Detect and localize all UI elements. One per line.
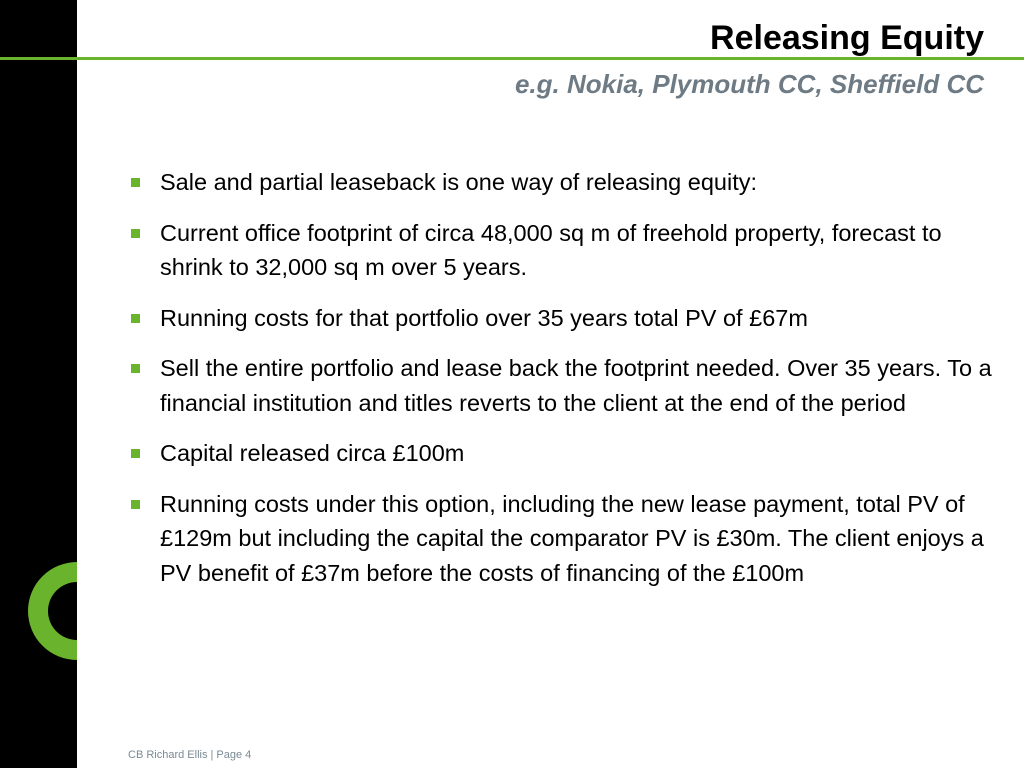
bullet-square-icon <box>131 500 140 509</box>
bullet-list <box>128 165 998 606</box>
bullet-text: Current office footprint of circa 48,000 sq m of freehold property, forecast to shrink to 32,000 sq m over 5 years. <box>160 219 942 280</box>
slide-subtitle: e.g. Nokia, Plymouth CC, Sheffield CC <box>514 69 984 99</box>
left-sidebar <box>0 0 77 768</box>
bullet-text: Running costs for that portfolio over 35 years total PV of £67m <box>160 304 808 331</box>
bullet-square-icon <box>131 364 140 373</box>
bullet-text: Capital released circa £100m <box>160 440 465 466</box>
slide-footer: CB Richard Ellis | Page 4 <box>128 749 252 761</box>
bullet-item <box>128 351 998 420</box>
bullet-item <box>128 301 998 336</box>
bullet-item <box>128 216 998 285</box>
bullet-text: Sale and partial leaseback is one way of releasing equity: <box>160 169 758 195</box>
bullet-item <box>128 487 998 591</box>
bullet-square-icon <box>131 229 140 238</box>
slide-title: Releasing Equity <box>710 19 984 57</box>
brand-c-logo <box>19 562 77 660</box>
bullet-square-icon <box>131 178 140 187</box>
bullet-square-icon <box>131 449 140 458</box>
bullet-text: Running costs under this option, including the new lease payment, total PV of £129m but including the capital the comparator PV is £30m. The client enjoys a PV benefit of £37m before the costs of financing of the £100m <box>160 490 984 586</box>
bullet-item <box>128 436 998 471</box>
bullet-text: Sell the entire portfolio and lease back the footprint needed. Over 35 years. To a financial institution and titles reverts to the client at the end of the period <box>160 355 992 416</box>
bullet-square-icon <box>131 314 140 323</box>
bullet-item <box>128 165 998 200</box>
